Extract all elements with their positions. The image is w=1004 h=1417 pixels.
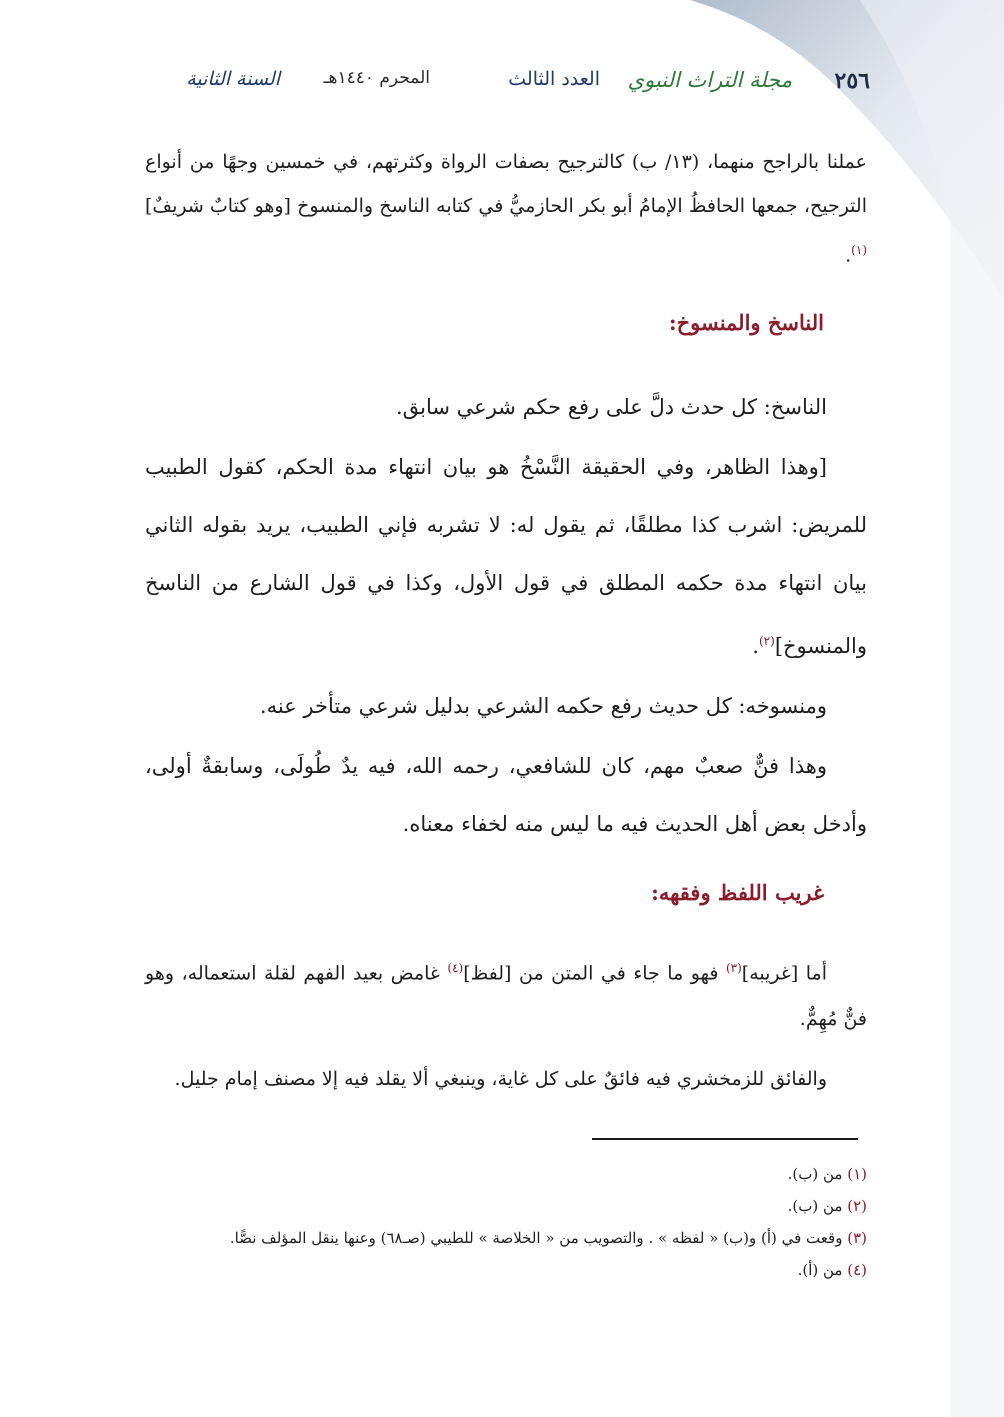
footnote-item [145, 1158, 867, 1190]
footnote-ref-1[interactable]: (١) [851, 243, 867, 257]
footnote-text: وقعت في (أ) و(ب) « لفظه » . والتصويب من « الخلاصة » للطيبي (صـ٦٨) وعنها ينقل المؤلف نصًّا. [229, 1229, 848, 1247]
faiq-paragraph: والفائق للزمخشري فيه فائقٌ على كل غاية، وينبغي ألا يقلد فيه إلا مصنف إمام جليل. [174, 1068, 827, 1091]
gharib-text-a: أما [غريبه] [741, 962, 827, 985]
nasikh-section [145, 378, 867, 855]
page-number: ٢٥٦ [834, 68, 870, 94]
intro-end: . [845, 244, 852, 267]
footnote-item [145, 1222, 867, 1254]
zahir-paragraph [145, 438, 867, 675]
intro-line-1: عملنا بالراجح منهما، (١٣/ ب) كالترجيح بصفات الرواة وكثرتهم، في خمسين وجهًا [222, 151, 867, 173]
footnote-number: (١) [847, 1165, 867, 1183]
footnote-number: (٢) [847, 1197, 867, 1215]
gharib-paragraph [145, 945, 867, 1042]
footnote-text: من (أ). [797, 1261, 848, 1279]
issue-date: المحرم ١٤٤٠هـ [323, 68, 430, 88]
zahir-end: . [752, 634, 759, 658]
intro-line-3: [وهو كتابٌ شريفٌ] [145, 195, 291, 217]
gharib-section [145, 945, 867, 1116]
footnote-number: (٤) [847, 1261, 867, 1279]
year-label: السنة الثانية [186, 68, 280, 90]
footnote-text: من (ب). [787, 1165, 848, 1183]
nasikh-definition: الناسخ: كل حدث دلَّ على رفع حكم شرعي سابق. [395, 395, 827, 419]
footnote-ref-2[interactable]: (٢) [758, 634, 775, 648]
footnote-number: (٣) [847, 1229, 867, 1247]
footnotes [145, 1158, 867, 1286]
running-header [150, 68, 870, 108]
footnote-divider [592, 1138, 858, 1140]
footnote-item [145, 1254, 867, 1286]
intro-line-2: من أنواع الترجيح، جمعها الحافظُ الإمامُ أبو بكر الحازميُّ في كتابه الناسخ والمنسوخ [145, 151, 867, 217]
mansukh-definition: ومنسوخه: كل حديث رفع حكمه الشرعي بدليل شرعي متأخر عنه. [259, 694, 827, 718]
footnote-ref-3[interactable]: (٣) [725, 961, 742, 975]
magazine-title: مجلة التراث النبوي [627, 68, 792, 92]
intro-paragraph [145, 140, 867, 277]
section-heading-nasikh: الناسخ والمنسوخ: [668, 310, 824, 335]
footnote-item [145, 1190, 867, 1222]
footnote-ref-4[interactable]: (٤) [447, 961, 464, 975]
fann-paragraph: وهذا فنٌّ صعبٌ مهم، كان للشافعي، رحمه الله، فيه يدٌ طُولَى، وسابقةٌ أولى، وأدخل بعض أهل الحديث فيه ما ليس منه لخفاء معناه. [145, 754, 867, 836]
section-heading-gharib: غريب اللفظ وفقهه: [651, 880, 824, 905]
issue-label: العدد الثالث [508, 68, 600, 90]
gharib-text-b: فهو ما جاء في المتن من [لفظ] [463, 962, 726, 985]
footnote-text: من (ب). [787, 1197, 848, 1215]
zahir-text: [وهذا الظاهر، وفي الحقيقة النَّسْخُ هو بيان انتهاء مدة الحكم، كقول الطبيب للمريض: اشرب كذا مطلقًا، ثم يقول له: لا تشربه فإني الطبيب، يريد بقوله الثاني بيان انتهاء مدة حكمه المطلق في قول الأول، وكذا في قول الشارع من الناسخ والمنسوخ] [145, 455, 867, 658]
gharib-text-c: غامض بعيد الفهم لقلة استعماله، وهو فنٌّ مُهِمٌّ. [145, 962, 867, 1031]
